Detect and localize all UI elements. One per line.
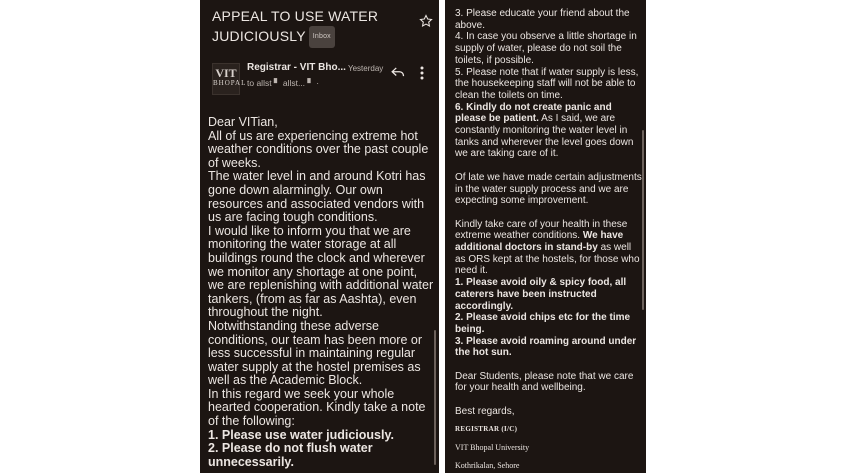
email-body-panel xyxy=(445,0,646,473)
email-body-right xyxy=(455,8,643,472)
email-body-left xyxy=(208,116,434,469)
list-item: 6. Kindly do not create panic and please be patient. As I said, we are constantly monitoring the water level in tanks and wherever the level goes down we are taking care of it. xyxy=(455,101,634,160)
signature-place: Kothrikalan, Sehore xyxy=(455,460,520,470)
more-vert-icon[interactable] xyxy=(420,66,424,80)
reply-icon[interactable] xyxy=(391,66,405,78)
email-header-panel xyxy=(200,0,439,473)
paragraph: Of late we have made certain adjustments in the water supply process and we are expecting some improvement. xyxy=(455,171,642,207)
list-item: 2. Please do not flush water unnecessarily. xyxy=(208,441,373,469)
paragraph: All of us are experiencing extreme hot weather conditions over the past couple of weeks. xyxy=(208,128,429,170)
email-subject: APPEAL TO USE WATER JUDICIOUSLY Inbox xyxy=(212,6,378,48)
greeting: Dear VITian, xyxy=(208,115,278,129)
paragraph: I would like to inform you that we are monitoring the water storage at all buildings round the clock and wherever we monitor any shortage at one point, we are replenishing with additional water tankers, (from as far as Aashta), even throughout the night. xyxy=(208,223,434,320)
email-date: Yesterday xyxy=(348,64,384,73)
list-item: 1. Please avoid oily & spicy food, all caterers have been instructed accordingly. xyxy=(455,277,627,312)
sign-off: Best regards, xyxy=(455,405,515,417)
star-icon[interactable] xyxy=(419,14,433,28)
signature-title: REGISTRAR (I/C) xyxy=(455,424,518,433)
inbox-label[interactable]: Inbox xyxy=(309,26,335,48)
paragraph: Kindly take care of your health in these extreme weather conditions. We have additional doctors in stand-by as well as ORS kept at the hostels, for those who need it. xyxy=(455,218,640,277)
list-item: 3. Please educate your friend about the above. xyxy=(455,8,630,31)
scrollbar[interactable] xyxy=(434,330,436,465)
recipients[interactable]: to allst ▘ allst... ▘ · xyxy=(247,78,320,88)
sender-name[interactable]: Registrar - VIT Bho... xyxy=(247,62,346,73)
paragraph: In this regard we seek your whole hearted cooperation. Kindly take a note of the following: xyxy=(208,386,426,429)
list-item: 3. Please avoid roaming around under the hot sun. xyxy=(455,335,637,359)
list-item: 4. In case you observe a little shortage in supply of water, please do not soil the toilets, if possible. xyxy=(455,31,637,66)
signature-org: VIT Bhopal University xyxy=(455,443,530,453)
avatar[interactable]: VIT BHOPAL xyxy=(212,63,240,95)
list-item: 1. Please use water judiciously. xyxy=(208,427,394,442)
paragraph: Notwithstanding these adverse conditions, our team has been more or less successful in maintaining regular water supply at the hostel premises as well as the Academic Block. xyxy=(208,318,423,388)
paragraph: The water level in and around Kotri has gone down alarmingly. Our own resources and associated vendors with us are facing tough conditions. xyxy=(208,169,426,225)
list-item: 5. Please note that if water supply is less, the housekeeping staff will not be able to clean the toilets on time. xyxy=(455,66,639,101)
paragraph: Dear Students, please note that we care for your health and wellbeing. xyxy=(455,370,634,394)
list-item: 2. Please avoid chips etc for the time being. xyxy=(455,312,631,335)
scrollbar[interactable] xyxy=(642,130,644,310)
